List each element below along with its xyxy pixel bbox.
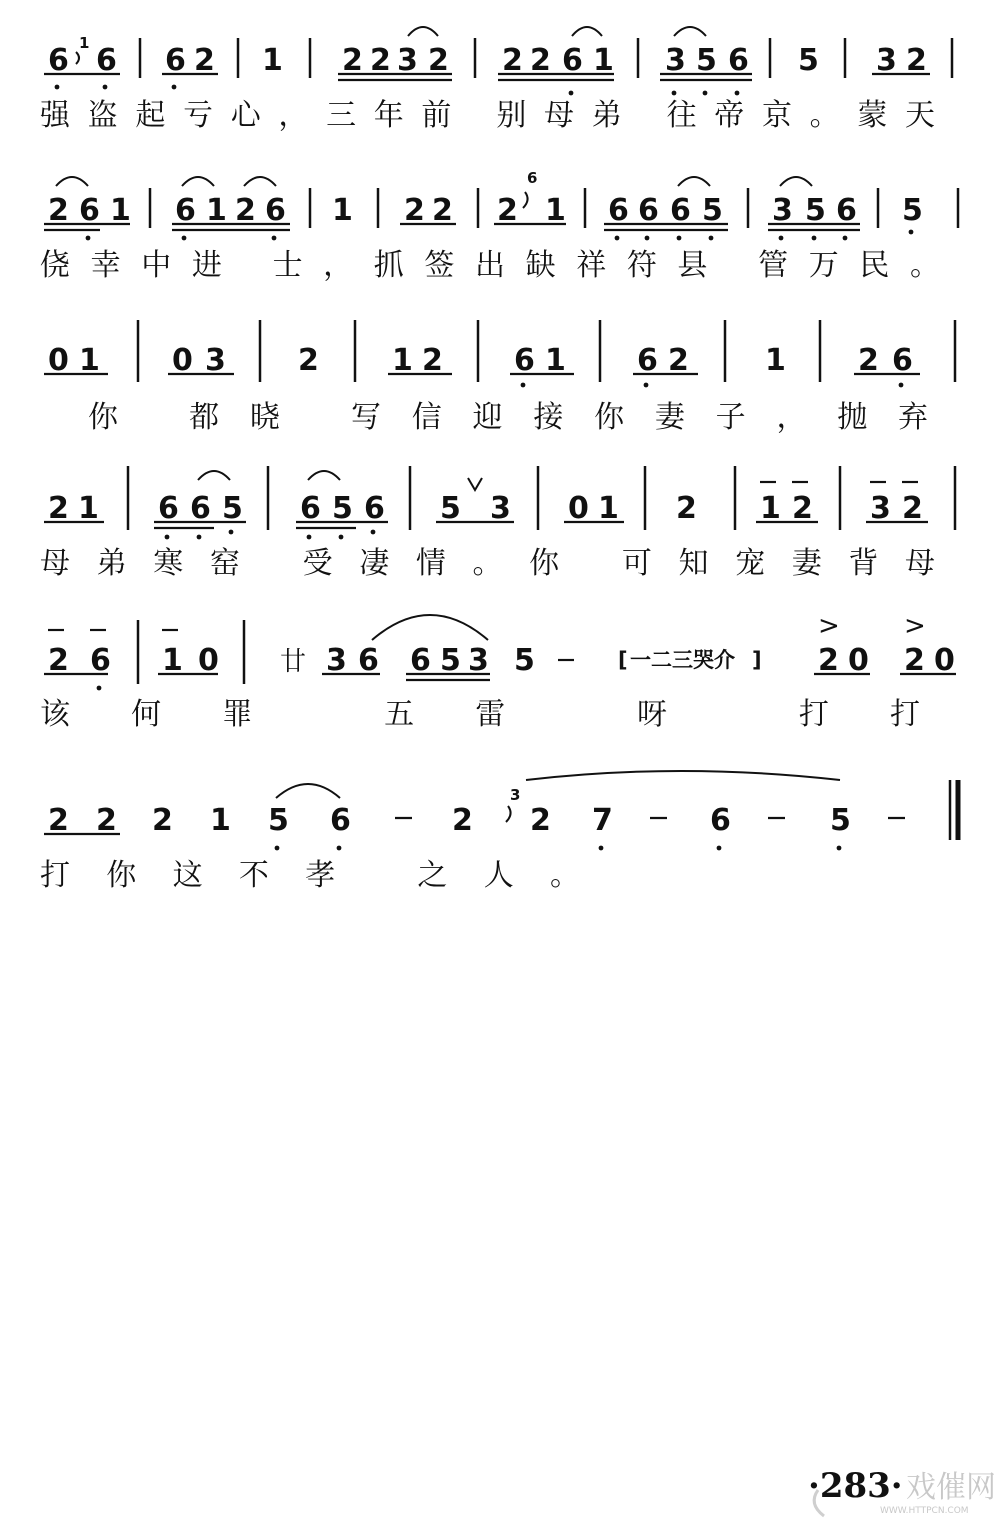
- svg-text:1: 1: [79, 343, 100, 378]
- svg-text:3: 3: [876, 43, 897, 78]
- svg-text:6: 6: [300, 491, 321, 526]
- notes: [48, 320, 955, 382]
- svg-text:3: 3: [510, 786, 521, 804]
- octave-dots: [55, 85, 740, 96]
- lyrics-line-5: 该何罪 五雷 呀 打打: [40, 697, 920, 732]
- svg-text:5: 5: [702, 193, 723, 228]
- svg-text:6: 6: [608, 193, 629, 228]
- notes: [48, 169, 958, 228]
- svg-text:2: 2: [235, 193, 256, 228]
- octave-dots: [97, 686, 102, 691]
- svg-text:1: 1: [262, 43, 283, 78]
- svg-text:2: 2: [342, 43, 363, 78]
- svg-text:1: 1: [545, 193, 566, 228]
- svg-text:2: 2: [497, 193, 518, 228]
- svg-text:3: 3: [665, 43, 686, 78]
- svg-text:1: 1: [598, 491, 619, 526]
- svg-text:2: 2: [792, 491, 813, 526]
- svg-text:3: 3: [772, 193, 793, 228]
- svg-text:6: 6: [638, 193, 659, 228]
- svg-text:2: 2: [904, 643, 925, 678]
- svg-text:3: 3: [870, 491, 891, 526]
- svg-text:5: 5: [332, 491, 353, 526]
- svg-text:2: 2: [96, 803, 117, 838]
- lyrics-line-6: 打你这不孝 之人。: [40, 858, 580, 893]
- svg-text:0: 0: [568, 491, 589, 526]
- svg-text:7: 7: [592, 803, 613, 838]
- svg-text:2: 2: [858, 343, 879, 378]
- svg-text:3: 3: [326, 643, 347, 678]
- svg-text:2: 2: [502, 43, 523, 78]
- watermark-text: 戏催网: [906, 1470, 996, 1505]
- svg-text:3: 3: [205, 343, 226, 378]
- svg-text:5: 5: [696, 43, 717, 78]
- svg-text:0: 0: [172, 343, 193, 378]
- svg-text:3: 3: [397, 43, 418, 78]
- svg-text:6: 6: [158, 491, 179, 526]
- svg-text:2: 2: [370, 43, 391, 78]
- svg-text:2: 2: [298, 343, 319, 378]
- svg-text:2: 2: [422, 343, 443, 378]
- svg-text:2: 2: [428, 43, 449, 78]
- svg-text:6: 6: [330, 803, 351, 838]
- svg-text:6: 6: [90, 643, 111, 678]
- svg-text:1: 1: [210, 803, 231, 838]
- free-meter-marker: 廿: [280, 647, 307, 677]
- notes: [48, 34, 952, 78]
- svg-text:6: 6: [265, 193, 286, 228]
- svg-text:2: 2: [530, 43, 551, 78]
- notes: [48, 466, 955, 530]
- svg-text:6: 6: [562, 43, 583, 78]
- octave-dots: [275, 846, 842, 851]
- octave-dots: [86, 230, 914, 241]
- slurs: [276, 771, 840, 798]
- svg-text:2: 2: [152, 803, 173, 838]
- svg-text:3: 3: [468, 643, 489, 678]
- slurs: [56, 177, 812, 186]
- slurs: [408, 27, 706, 36]
- svg-text:1: 1: [332, 193, 353, 228]
- svg-text:1: 1: [593, 43, 614, 78]
- svg-text:6: 6: [79, 193, 100, 228]
- svg-text:1: 1: [162, 643, 183, 678]
- svg-text:6: 6: [836, 193, 857, 228]
- svg-text:0: 0: [848, 643, 869, 678]
- notes: [48, 780, 958, 840]
- svg-text:6: 6: [670, 193, 691, 228]
- svg-text:0: 0: [198, 643, 219, 678]
- svg-text:6: 6: [710, 803, 731, 838]
- svg-text:6: 6: [96, 43, 117, 78]
- svg-text:6: 6: [527, 169, 538, 187]
- lyrics-line-1: 强盗起亏心，三年前 别母弟 往帝京。蒙天: [40, 98, 935, 133]
- lyrics-line-3: 你 都晓 写信迎接你妻子，抛弃: [88, 400, 928, 435]
- svg-text:6: 6: [892, 343, 913, 378]
- watermark-url: WWW.HTTPCN.COM: [880, 1506, 969, 1516]
- svg-text:2: 2: [48, 491, 69, 526]
- svg-text:5: 5: [902, 193, 923, 228]
- svg-text:1: 1: [78, 491, 99, 526]
- svg-text:6: 6: [358, 643, 379, 678]
- score-line-6: [40, 771, 958, 893]
- svg-text:[: [: [618, 648, 628, 672]
- svg-text:2: 2: [432, 193, 453, 228]
- svg-text:1: 1: [760, 491, 781, 526]
- percussion-cue: 一二三哭介: [630, 648, 735, 672]
- svg-text:1: 1: [79, 34, 90, 52]
- svg-text:6: 6: [48, 43, 69, 78]
- svg-text:5: 5: [440, 491, 461, 526]
- svg-text:6: 6: [514, 343, 535, 378]
- svg-text:2: 2: [452, 803, 473, 838]
- score-line-4: [40, 466, 955, 581]
- svg-text:6: 6: [165, 43, 186, 78]
- svg-text:5: 5: [830, 803, 851, 838]
- svg-text:5: 5: [798, 43, 819, 78]
- svg-text:2: 2: [194, 43, 215, 78]
- svg-text:2: 2: [902, 491, 923, 526]
- lyrics-line-4: 母弟寒窑 受凄情。你 可知宠妻背母: [40, 546, 935, 581]
- svg-text:6: 6: [637, 343, 658, 378]
- svg-text:5: 5: [440, 643, 461, 678]
- svg-text:5: 5: [805, 193, 826, 228]
- svg-text:6: 6: [728, 43, 749, 78]
- svg-text:6: 6: [175, 193, 196, 228]
- svg-text:0: 0: [48, 343, 69, 378]
- octave-dots: [521, 383, 904, 388]
- svg-text:6: 6: [410, 643, 431, 678]
- svg-text:1: 1: [765, 343, 786, 378]
- svg-text:1: 1: [206, 193, 227, 228]
- svg-text:6: 6: [190, 491, 211, 526]
- svg-text:2: 2: [48, 803, 69, 838]
- svg-text:2: 2: [818, 643, 839, 678]
- svg-text:5: 5: [222, 491, 243, 526]
- score-line-2: [40, 169, 958, 283]
- svg-text:]: ]: [752, 648, 762, 672]
- svg-text:2: 2: [906, 43, 927, 78]
- svg-text:1: 1: [392, 343, 413, 378]
- svg-text:2: 2: [530, 803, 551, 838]
- score-line-1: [40, 27, 952, 133]
- svg-text:0: 0: [934, 643, 955, 678]
- svg-text:6: 6: [364, 491, 385, 526]
- score-line-3: [44, 320, 955, 435]
- svg-text:3: 3: [490, 491, 511, 526]
- page-number: ·283·: [808, 1466, 903, 1506]
- svg-text:2: 2: [48, 643, 69, 678]
- svg-text:1: 1: [110, 193, 131, 228]
- svg-text:5: 5: [268, 803, 289, 838]
- svg-text:2: 2: [668, 343, 689, 378]
- svg-text:5: 5: [514, 643, 535, 678]
- svg-text:>: >: [818, 611, 840, 641]
- slurs: [372, 615, 488, 640]
- octave-dots: [165, 530, 376, 540]
- svg-text:2: 2: [676, 491, 697, 526]
- score-line-5: [40, 611, 956, 732]
- svg-text:2: 2: [48, 193, 69, 228]
- svg-text:2: 2: [404, 193, 425, 228]
- svg-text:>: >: [904, 611, 926, 641]
- lyrics-line-2: 侥幸中进 士，抓签出缺祥符县 管万民。: [40, 248, 940, 283]
- svg-text:1: 1: [545, 343, 566, 378]
